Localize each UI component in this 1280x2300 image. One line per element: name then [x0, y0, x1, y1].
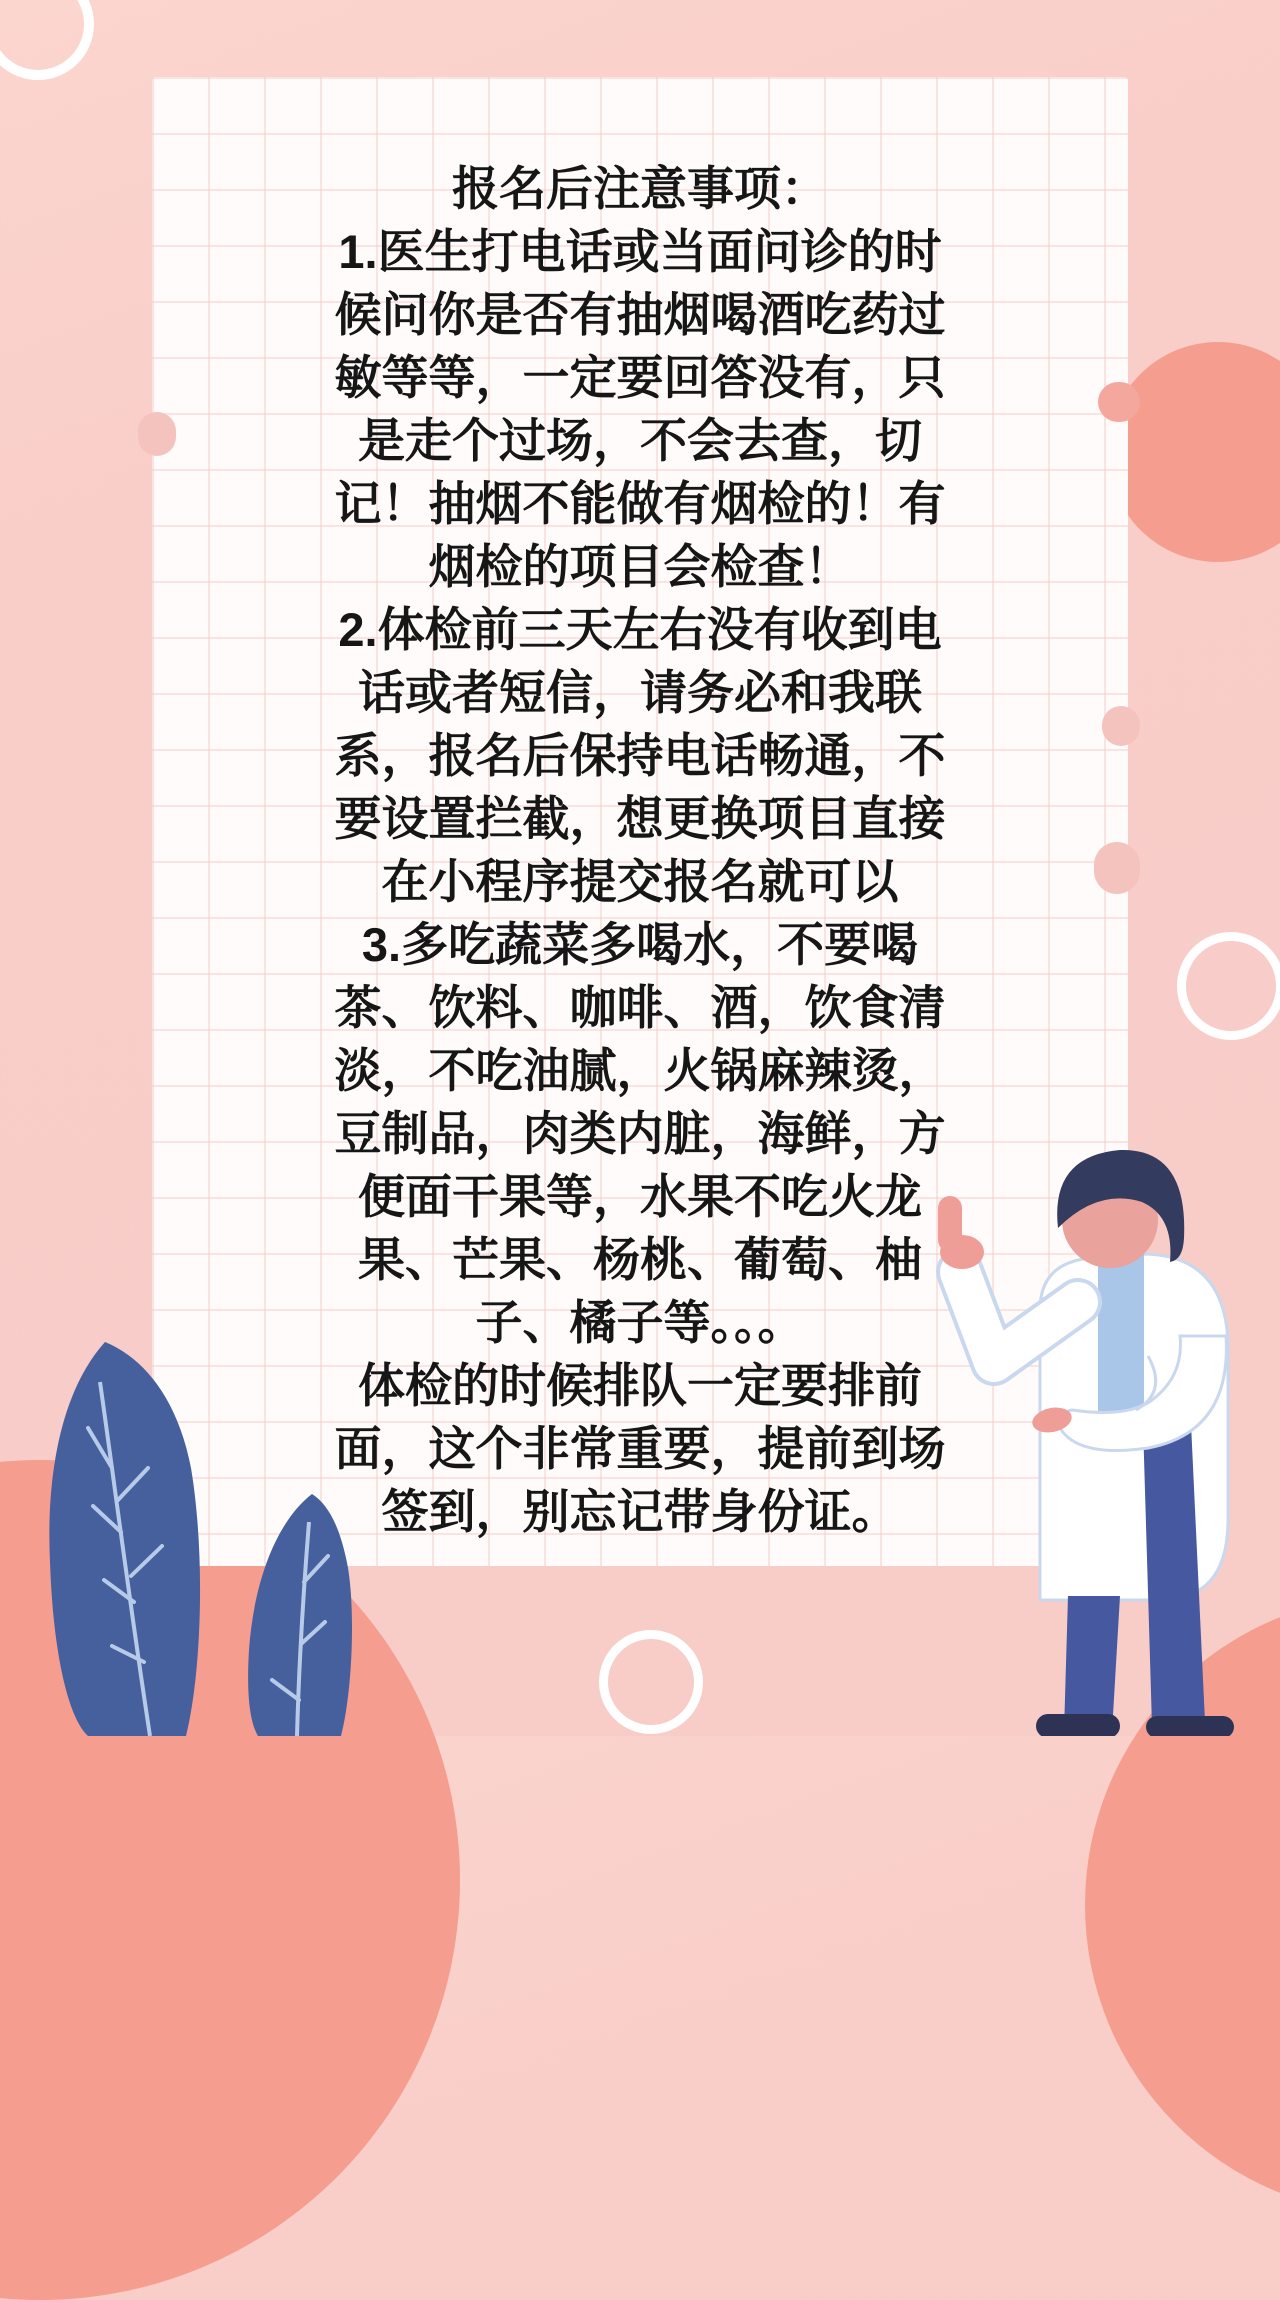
notice-line: 话或者短信，请务必和我联	[358, 666, 922, 719]
notice-line: 1.医生打电话或当面问诊的时	[338, 225, 942, 278]
notice-line: 面，这个非常重要，提前到场	[334, 1422, 946, 1475]
white-ring-decoration-top-left	[0, 0, 94, 80]
notice-line: 茶、饮料、咖啡、酒，饮食清	[334, 981, 946, 1034]
doctor-body	[938, 1150, 1234, 1736]
doctor-shoe	[1146, 1716, 1234, 1736]
leaf-right	[248, 1494, 352, 1736]
notice-line: 记！抽烟不能做有烟检的！有	[334, 477, 946, 530]
leaf-left	[49, 1342, 200, 1736]
white-ring-decoration-right	[1177, 932, 1280, 1040]
notice-line: 3.多吃蔬菜多喝水，不要喝	[361, 918, 919, 971]
leaf-plant-decoration	[0, 1300, 420, 1736]
notice-line: 豆制品，肉类内脏，海鲜，方	[334, 1107, 946, 1160]
notice-line: 在小程序提交报名就可以	[381, 855, 899, 908]
doctor-illustration	[920, 1140, 1280, 1736]
notice-line: 体检的时候排队一定要排前	[358, 1359, 922, 1412]
white-ring-decoration-bottom	[599, 1630, 703, 1734]
notice-line: 敏等等，一定要回答没有，只	[334, 351, 946, 404]
notice-line: 果、芒果、杨桃、葡萄、柚	[358, 1233, 922, 1286]
notice-line: 是走个过场，不会去查，切	[358, 414, 922, 467]
notice-line: 烟检的项目会检查！	[428, 540, 852, 593]
notice-line: 签到，别忘记带身份证。	[381, 1485, 899, 1538]
notice-line: 子、橘子等。。。	[475, 1296, 805, 1349]
notice-line: 系，报名后保持电话畅通，不	[334, 729, 946, 782]
notice-title: 报名后注意事项：	[452, 162, 828, 215]
doctor-pointing-finger	[938, 1196, 984, 1269]
notice-line: 要设置拦截，想更换项目直接	[334, 792, 946, 845]
doctor-shoe	[1036, 1714, 1120, 1736]
notice-line: 候问你是否有抽烟喝酒吃药过	[334, 288, 946, 341]
notice-line: 便面干果等，水果不吃火龙	[358, 1170, 922, 1223]
notice-line: 淡，不吃油腻，火锅麻辣烫，	[334, 1044, 946, 1097]
salmon-circle-decoration-right	[1108, 342, 1280, 562]
notice-line: 2.体检前三天左右没有收到电	[338, 603, 942, 656]
